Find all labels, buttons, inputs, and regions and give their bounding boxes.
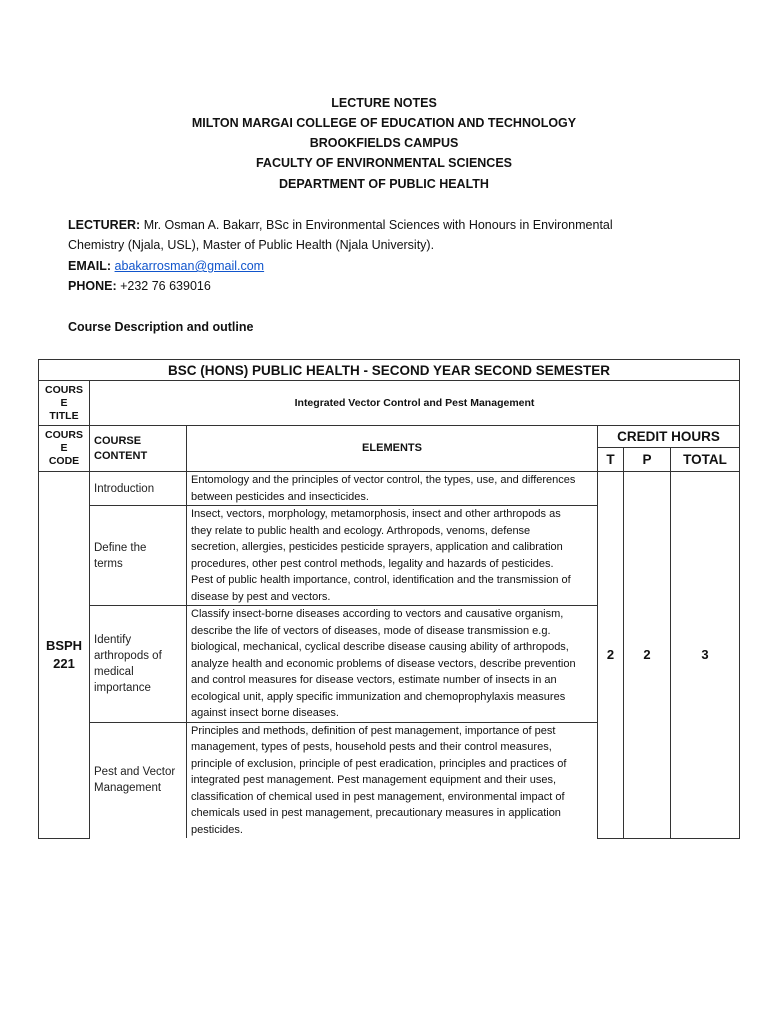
element-line: procedures, other pest control methods, legality and hazards of pesticides. (191, 557, 554, 570)
table-title-row (39, 360, 740, 381)
course-code-label-part: CODE (48, 455, 80, 467)
course-code-label-part: E (60, 442, 68, 454)
elements-label: ELEMENTS (187, 426, 598, 472)
course-code (39, 472, 90, 839)
element-line: disease by pest and vectors. (191, 590, 331, 603)
element-line: integrated pest management. Pest management equipment and their uses, (191, 774, 557, 786)
course-title: Integrated Vector Control and Pest Management (90, 381, 740, 426)
topic-cell (90, 506, 187, 606)
element-line: Pest of public health importance, control, identification and the transmission of (191, 574, 571, 586)
elements-cell (187, 506, 598, 606)
course-code-part: 221 (53, 655, 75, 671)
p-value: 2 (624, 472, 671, 839)
email-link[interactable]: abakarrosman@gmail.com (114, 259, 265, 273)
element-line: Insect, vectors, morphology, metamorphosis, insect and other arthropods as (191, 508, 561, 520)
p-label: P (624, 448, 671, 472)
element-line: Classify insect-borne diseases according to vectors and causative organism, (191, 608, 564, 620)
doc-header-line4: FACULTY OF ENVIRONMENTAL SCIENCES (255, 156, 513, 170)
email-label: EMAIL: (68, 259, 112, 273)
element-line: Principles and methods, definition of pest management, importance of pest (191, 724, 556, 737)
course-code-label (39, 426, 90, 472)
topic-line: Management (94, 782, 162, 795)
topic-line: Identify (94, 633, 132, 646)
topic-line: importance (94, 681, 151, 694)
course-title-label (39, 381, 90, 426)
element-line: against insect borne diseases. (191, 707, 339, 719)
course-content-label-part: COURSE (94, 434, 142, 447)
element-line: ecological unit, apply specific immunization and chemoprophylaxis measures (191, 690, 566, 703)
t-value: 2 (598, 472, 624, 839)
credit-hours-label: CREDIT HOURS (598, 426, 740, 448)
course-code-part: BSPH (45, 637, 83, 653)
course-heading: Course Description and outline (68, 320, 254, 334)
topic-line: Define the (94, 541, 147, 554)
doc-header-line1: LECTURE NOTES (331, 96, 437, 110)
topic-cell (90, 722, 187, 838)
lecturer-text-2: Chemistry (Njala, USL), Master of Public Health (Njala University). (68, 238, 435, 252)
elements-cell (187, 606, 598, 723)
topic-line: arthropods of (94, 649, 162, 662)
t-label: T (598, 448, 624, 472)
doc-header-line5: DEPARTMENT OF PUBLIC HEALTH (279, 177, 489, 191)
course-outline-table (38, 359, 740, 839)
total-label: TOTAL (671, 448, 740, 472)
topic-line: terms (94, 557, 123, 570)
course-content-label (90, 426, 187, 472)
column-header-row-1 (39, 426, 740, 448)
element-line: management, types of pests, household pests and their control measures, (191, 741, 552, 753)
table-title: BSC (HONS) PUBLIC HEALTH - SECOND YEAR SECOND SEMESTER (39, 360, 740, 381)
total-value: 3 (671, 472, 740, 839)
element-line: analyze health and economic problems of disease vectors, describe prevention (191, 657, 576, 670)
element-line: Entomology and the principles of vector control, the types, use, and differences (191, 474, 576, 486)
course-code-label-part: COURS (45, 429, 83, 441)
table-row (39, 472, 740, 506)
element-line: principle of exclusion, principle of pest eradication, principles and practices of (191, 757, 567, 770)
topic-cell (90, 472, 187, 506)
element-line: classification of chemical used in pest management, environmental impact of (191, 790, 565, 803)
doc-header-line3: BROOKFIELDS CAMPUS (309, 136, 459, 150)
element-line: chemicals used in pest management, precautionary measures in application (191, 807, 561, 819)
element-line: and control measures for disease vectors, estimate number of insects in an (191, 674, 557, 686)
element-line: biological, mechanical, cyclical describe disease causing ability of arthropods, (191, 641, 569, 653)
phone-label: PHONE: (68, 279, 117, 293)
course-title-row (39, 381, 740, 426)
topic-cell (90, 606, 187, 723)
course-title-label-part: E (60, 396, 68, 409)
course-title-label-part: TITLE (49, 409, 79, 422)
phone-number: +232 76 639016 (116, 279, 211, 293)
phone-line (68, 276, 211, 296)
element-line: describe the life of vectors of diseases, mode of disease transmission e.g. (191, 624, 551, 637)
element-line: secretion, allergies, pesticides pesticide sprayers, application and calibration (191, 541, 563, 553)
doc-header-line2: MILTON MARGAI COLLEGE OF EDUCATION AND TECHNOLOGY (191, 116, 577, 130)
topic-line: medical (94, 665, 134, 678)
elements-cell (187, 722, 598, 838)
topic-line: Introduction (94, 482, 155, 495)
course-content-label-part: CONTENT (94, 449, 148, 462)
lecturer-text-1: Mr. Osman A. Bakarr, BSc in Environmental Sciences with Honours in Environmental (140, 218, 613, 232)
element-line: they relate to public health and ecology. Arthropods, venoms, defense (191, 524, 531, 537)
element-line: pesticides. (191, 823, 243, 836)
topic-line: Pest and Vector (94, 766, 176, 779)
element-line: between pesticides and insecticides. (191, 490, 369, 503)
course-title-label-part: COURS (45, 383, 83, 396)
email-line (68, 256, 264, 276)
lecturer-line (68, 215, 613, 235)
elements-cell (187, 472, 598, 506)
lecturer-label: LECTURER: (68, 218, 141, 232)
